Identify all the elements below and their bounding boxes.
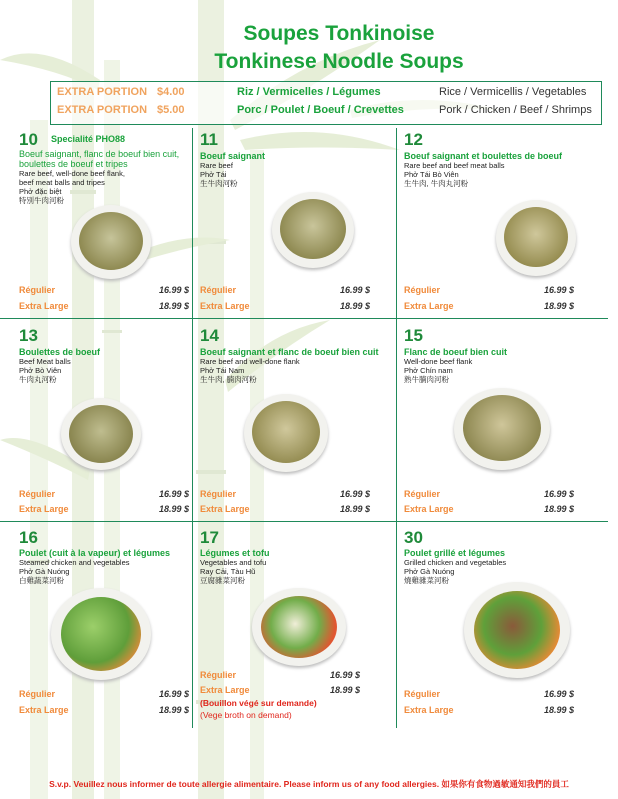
price-regular	[200, 489, 370, 503]
size-label: Extra Large	[404, 301, 454, 311]
extra-portion-price: $5.00	[157, 104, 185, 116]
extra-portion-label: EXTRA PORTION	[57, 104, 148, 116]
dish-name-fr: Légumes et tofu	[200, 548, 270, 558]
veg-broth-note-fr: (Bouillon végé sur demande)	[200, 698, 317, 708]
price-value: 16.99 $	[339, 285, 370, 295]
price-value: 18.99 $	[543, 705, 574, 715]
grid-divider	[396, 128, 397, 728]
soup-broth	[280, 199, 346, 259]
size-label: Extra Large	[19, 504, 69, 514]
dish-name-zh: 燒雞雜菜河粉	[404, 576, 449, 585]
dish-name-vn: Phở Tái Bò Viên	[404, 170, 459, 179]
size-label: Régulier	[404, 489, 441, 499]
dish-name-en: Rare beef and well-done flank	[200, 357, 300, 366]
price-value: 18.99 $	[543, 504, 574, 514]
dish-number: 16	[19, 528, 38, 547]
price-value: 16.99 $	[339, 489, 370, 499]
dish-name-fr: Flanc de boeuf bien cuit	[404, 347, 508, 357]
dish-name-zh: 特別牛肉河粉	[19, 196, 64, 205]
price-regular	[19, 285, 189, 299]
size-label: Extra Large	[200, 504, 250, 514]
dish-name-vn: Phở đặc biệt	[19, 187, 62, 196]
dish-name-en: Rare beef, well-done beef flank,	[19, 169, 125, 178]
dish-number: 14	[200, 326, 219, 345]
soup-broth	[504, 207, 568, 267]
price-regular	[200, 670, 360, 684]
dish-name-en: beef meat balls and tripes	[19, 178, 105, 187]
dish-name-zh: 生牛肉, 腩肉河粉	[200, 375, 257, 384]
size-label: Régulier	[200, 670, 237, 680]
price-large	[19, 301, 189, 315]
extra-portion-price: $4.00	[157, 86, 185, 98]
soup-broth	[463, 395, 541, 461]
price-regular	[19, 689, 189, 703]
size-label: Régulier	[404, 285, 441, 295]
price-large	[200, 504, 370, 518]
price-value: 16.99 $	[158, 285, 189, 295]
dish-name-fr: Poulet grillé et légumes	[404, 548, 506, 558]
size-label: Régulier	[200, 285, 237, 295]
soup-broth	[261, 596, 337, 658]
extra-portion-items-fr: Porc / Poulet / Boeuf / Crevettes	[237, 104, 404, 116]
veg-broth-note-en: (Vege broth on demand)	[200, 710, 292, 720]
price-large	[200, 685, 360, 699]
size-label: Régulier	[19, 689, 56, 699]
price-value: 16.99 $	[543, 285, 574, 295]
dish-number: 17	[200, 528, 219, 547]
size-label: Extra Large	[19, 705, 69, 715]
price-value: 18.99 $	[158, 504, 189, 514]
size-label: Extra Large	[404, 705, 454, 715]
dish-name-vn: Ray Cải, Tàu Hũ	[200, 567, 256, 576]
soup-broth	[474, 591, 560, 669]
dish-name-zh: 白雞蔬菜河粉	[19, 576, 64, 585]
dish-number: 12	[404, 130, 423, 149]
extra-portion-label: EXTRA PORTION	[57, 86, 148, 98]
grid-divider	[192, 128, 193, 728]
extra-portion-items-en: Rice / Vermicellis / Vegetables	[439, 86, 587, 98]
dish-name-vn: Phở Tái Nam	[200, 366, 245, 375]
dish-name-en: Well-done beef flank	[404, 357, 473, 366]
dish-name-fr: Boeuf saignant et flanc de boeuf bien cuit	[200, 347, 379, 357]
price-large	[200, 301, 370, 315]
dish-name-fr: Boeuf saignant	[200, 151, 266, 161]
price-value: 18.99 $	[329, 685, 360, 695]
extra-portion-row	[51, 86, 601, 104]
dish-name-vn: Phở Gà Nuóng	[404, 567, 455, 576]
grid-divider	[0, 521, 608, 522]
allergy-notice: S.v.p. Veuillez nous informer de toute allergie alimentaire. Please inform us of any food allergies. 如果你有食物過敏通知我們的員工	[49, 779, 569, 789]
dish-number: 13	[19, 326, 38, 345]
dish-name-zh: 牛肉丸河粉	[19, 375, 57, 384]
size-label: Régulier	[19, 489, 56, 499]
price-value: 18.99 $	[339, 301, 370, 311]
price-value: 16.99 $	[329, 670, 360, 680]
price-value: 18.99 $	[158, 301, 189, 311]
page-title-en: Tonkinese Noodle Soups	[214, 50, 464, 73]
size-label: Extra Large	[19, 301, 69, 311]
extra-portion-box	[50, 81, 602, 125]
price-regular	[404, 285, 574, 299]
dish-desc-fr: boulettes de boeuf et tripes	[19, 159, 128, 169]
price-value: 16.99 $	[543, 489, 574, 499]
price-value: 18.99 $	[543, 301, 574, 311]
grid-divider	[0, 318, 608, 319]
dish-name-zh: 豆腐雜菜河粉	[200, 576, 245, 585]
dish-name-vn: Phở Chín nam	[404, 366, 453, 375]
dish-name-fr: Boulettes de boeuf	[19, 347, 101, 357]
size-label: Extra Large	[200, 301, 250, 311]
dish-name-fr: Poulet (cuit à la vapeur) et légumes	[19, 548, 171, 558]
dish-name-en: Grilled chicken and vegetables	[404, 558, 507, 567]
price-large	[19, 504, 189, 518]
dish-name-zh: 生牛肉河粉	[200, 179, 238, 188]
dish-name-en: Rare beef	[200, 161, 233, 170]
dish-number: 11	[200, 130, 218, 149]
dish-name-vn: Phở Tái	[200, 170, 227, 179]
price-large	[404, 301, 574, 315]
price-regular	[404, 689, 574, 703]
dish-name-en: Vegetables and tofu	[200, 558, 267, 567]
price-regular	[19, 489, 189, 503]
dish-name-zh: 生牛肉, 牛肉丸河粉	[404, 179, 469, 188]
dish-name-vn: Phở Bò Viên	[19, 366, 62, 375]
dish-name-en: Beef Meat balls	[19, 357, 71, 366]
extra-portion-items-fr: Riz / Vermicelles / Légumes	[237, 86, 381, 98]
price-large	[19, 705, 189, 719]
size-label: Extra Large	[404, 504, 454, 514]
dish-number: 10	[19, 130, 38, 149]
size-label: Régulier	[200, 489, 237, 499]
price-value: 18.99 $	[158, 705, 189, 715]
soup-broth	[69, 405, 133, 463]
price-regular	[404, 489, 574, 503]
extra-portion-row	[51, 104, 601, 122]
extra-portion-items-en: Pork / Chicken / Beef / Shrimps	[439, 104, 592, 116]
price-value: 16.99 $	[543, 689, 574, 699]
dish-name-fr: Boeuf saignant et boulettes de boeuf	[404, 151, 563, 161]
size-label: Extra Large	[200, 685, 250, 695]
dish-name-fr: Specialité PHO88	[51, 134, 126, 144]
price-value: 16.99 $	[158, 489, 189, 499]
dish-name-en: Rare beef and beef meat balls	[404, 161, 505, 170]
size-label: Régulier	[404, 689, 441, 699]
dish-name-zh: 熟牛腩肉河粉	[404, 375, 449, 384]
price-large	[404, 504, 574, 518]
dish-number: 15	[404, 326, 423, 345]
dish-name-en: Steamed chicken and vegetables	[19, 558, 130, 567]
soup-broth	[252, 401, 320, 463]
soup-broth	[79, 212, 143, 270]
size-label: Régulier	[19, 285, 56, 295]
dish-name-vn: Phở Gà Nuóng	[19, 567, 70, 576]
price-regular	[200, 285, 370, 299]
soup-broth	[61, 597, 141, 671]
price-large	[404, 705, 574, 719]
dish-number: 30	[404, 528, 423, 547]
price-value: 18.99 $	[339, 504, 370, 514]
price-value: 16.99 $	[158, 689, 189, 699]
page-title-fr: Soupes Tonkinoise	[243, 22, 435, 45]
dish-desc-fr: Boeuf saignant, flanc de boeuf bien cuit,	[19, 149, 180, 159]
